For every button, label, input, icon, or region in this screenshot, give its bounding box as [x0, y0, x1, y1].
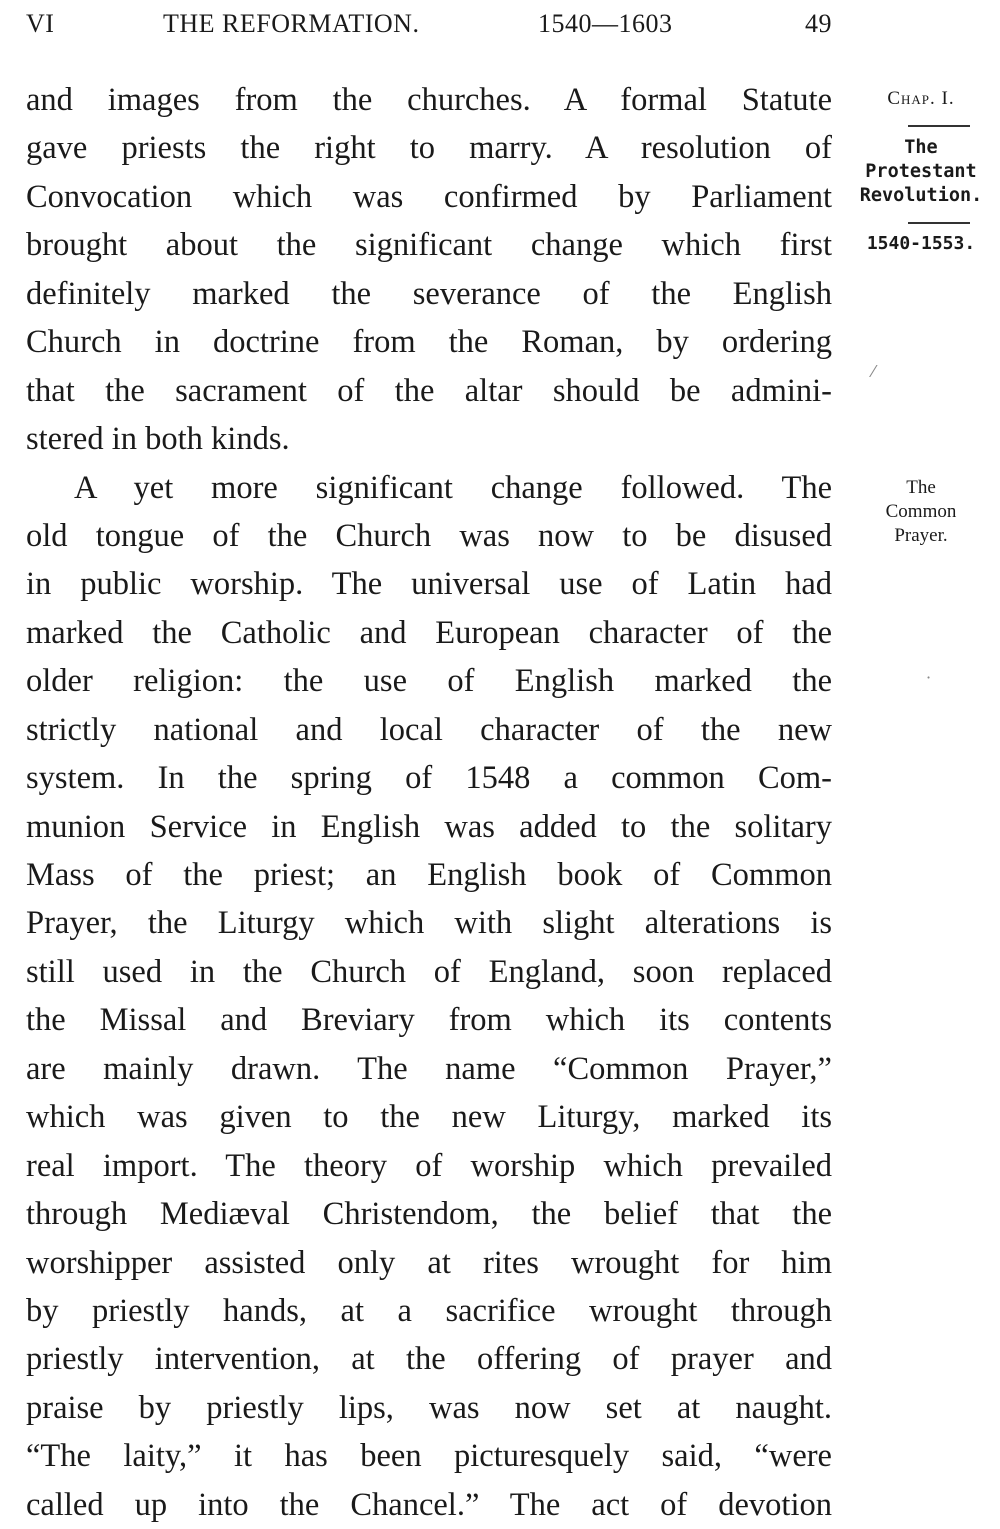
- text-line: praise by priestly lips, was now set at naught.: [26, 1389, 832, 1426]
- margin-chapter-label: Chap. I.: [887, 88, 955, 109]
- text-line: still used in the Church of England, soon replaced: [26, 953, 832, 990]
- text-line: brought about the significant change which first: [26, 227, 832, 264]
- text-line: definitely marked the severance of the English: [26, 275, 832, 312]
- text-line: older religion: the use of English marked the: [26, 663, 832, 700]
- text-line: gave priests the right to marry. A resolution of: [26, 130, 832, 167]
- text-line: that the sacrament of the altar should be admini-: [26, 372, 832, 409]
- margin-rule: [908, 125, 970, 127]
- text-line: and images from the churches. A formal Statute: [26, 82, 832, 118]
- text-line: through Mediæval Christendom, the belief that the: [26, 1196, 832, 1233]
- text-line: Convocation which was confirmed by Parliament: [26, 178, 832, 215]
- running-title: THE REFORMATION.: [163, 9, 420, 38]
- text-line: worshipper assisted only at rites wrought for him: [26, 1244, 832, 1281]
- running-dates: 1540—1603: [538, 9, 673, 38]
- text-line: munion Service in English was added to the solitary: [26, 808, 832, 845]
- text-line: A yet more significant change followed. The: [74, 469, 832, 506]
- text-line: called up into the Chancel.” The act of devotion: [26, 1486, 832, 1523]
- text-line: Prayer, the Liturgy which with slight alterations is: [26, 905, 832, 942]
- text-line: priestly intervention, at the offering of prayer and: [26, 1341, 832, 1378]
- chapter-roman: VI: [26, 9, 55, 38]
- text-line: stered in both kinds.: [26, 421, 290, 458]
- text-line: Mass of the priest; an English book of Common: [26, 857, 832, 893]
- running-header: [26, 6, 836, 42]
- text-line: strictly national and local character of the new: [26, 711, 832, 748]
- margin-title-line: Revolution.: [859, 185, 983, 206]
- margin-dates: 1540-1553.: [866, 233, 976, 254]
- text-line: which was given to the new Liturgy, marked its: [26, 1099, 832, 1136]
- margin-title: [846, 136, 996, 208]
- text-line: in public worship. The universal use of Latin had: [26, 566, 832, 603]
- margin-section-line: Prayer.: [894, 525, 948, 546]
- text-line: real import. The theory of worship which prevailed: [26, 1147, 832, 1184]
- text-line: the Missal and Breviary from which its contents: [26, 1002, 832, 1039]
- stray-mark: ⁄: [872, 362, 875, 381]
- text-line: by priestly hands, at a sacrifice wrought through: [26, 1292, 832, 1329]
- margin-section-heading: [846, 476, 996, 548]
- text-line: marked the Catholic and European character of the: [26, 614, 832, 651]
- margin-title-line: Protestant: [865, 161, 977, 182]
- text-line: “The laity,” it has been picturesquely said, “were: [26, 1438, 832, 1475]
- text-line: are mainly drawn. The name “Common Prayer,”: [26, 1050, 832, 1087]
- text-line: system. In the spring of 1548 a common Com-: [26, 760, 832, 797]
- margin-section-line: Common: [885, 501, 957, 522]
- text-line: Church in doctrine from the Roman, by ordering: [26, 324, 832, 361]
- margin-title-line: The: [904, 137, 938, 158]
- text-line: old tongue of the Church was now to be disused: [26, 517, 832, 554]
- margin-section-line: The: [906, 477, 936, 498]
- margin-rule: [908, 222, 970, 224]
- stray-mark: ·: [926, 668, 932, 687]
- body-text: [26, 76, 832, 1529]
- page-number: 49: [805, 9, 832, 38]
